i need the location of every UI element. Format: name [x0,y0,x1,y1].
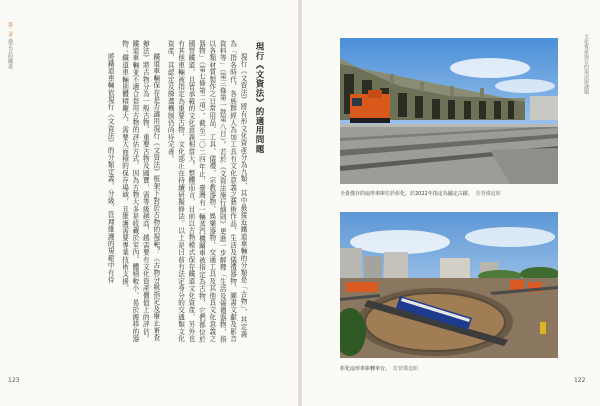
section-title: 現行《文資法》的適用問題 [254,42,264,154]
turntable-caption-text: 彰化扇形車庫轉車台。 [340,366,391,372]
body-text [30,40,248,344]
paragraph-2: 鐵道車輛保存是否適用現行《文資法》框架下對於古物的規範？《古物分級指定及廢止審查辦法》將古物分為一般古物、重要古物及國寶，需等級越高，越需要有文化資產價值上的評估。鐵道車輛並不適合套用古物的評估方式，因為古物大多是收藏於室內、體積較小、易於搬移的器物；鐵道車輛則體積龐大、需要大面積的保存場域，且維護需要專業技術支援。 [120,40,160,343]
turntable-illustration [340,212,558,358]
left-running-header [7,22,14,69]
turntable-photo [340,212,558,358]
roundhouse-caption-text: 全臺僅存的扇形車庫位於彰化，於2022年指定為國定古蹟。 [340,191,473,197]
roundhouse-credit: 監督鐵道館 [475,191,501,197]
chapter-label: 第二章 [7,22,13,37]
roundhouse-photo [340,38,558,184]
roundhouse-illustration [340,38,558,184]
turntable-credit: 監督鐵道館 [393,366,419,372]
chapter-title: 過去式的鐵道 [7,38,13,69]
right-running-header: 文化資產保存的現況與課題 [583,34,589,94]
roundhouse-caption [340,190,501,197]
page-number-right: 122 [574,377,586,384]
book-gutter [298,0,302,406]
paragraph-1: 現行《文資法》將有形文化資產分為九類，其中最接近鐵道車輛的分類是「古物」，其定義為「指各時代、各族群經人為加工具有文化意義之藝術作品、生活及儀禮器物、圖書文獻及影音資料等」（第三條第一款第八目）。若於《文資法施行細則》更進一步解釋「生活及儀禮器物，指以各類材質製作之日常用品、工具、儀禮、宗教器物、娛樂器物、交通工具及其他具文化意義之器物」（第七條第二項）。截至二〇二四年止，臺灣有一輛蒸汽機關車被指定為古物，它們都位於國營鐵道，且皆承載的文化意義相當大。整體而言，目前以古物模式保存鐵道文化資產，另外也有其他車輛被指定為重要古物，文化部正在持續研擬修法。以上是目前有法定身分的交通類文化資產，其認定及篩選機制仍尚待完善。 [166,40,247,343]
page-number-left: 123 [8,377,20,384]
paragraph-3: 將鐵道車輛依現行《文資法》的分類定義、分級、管理維護的規範中有待 [106,53,115,284]
turntable-caption [340,365,418,372]
